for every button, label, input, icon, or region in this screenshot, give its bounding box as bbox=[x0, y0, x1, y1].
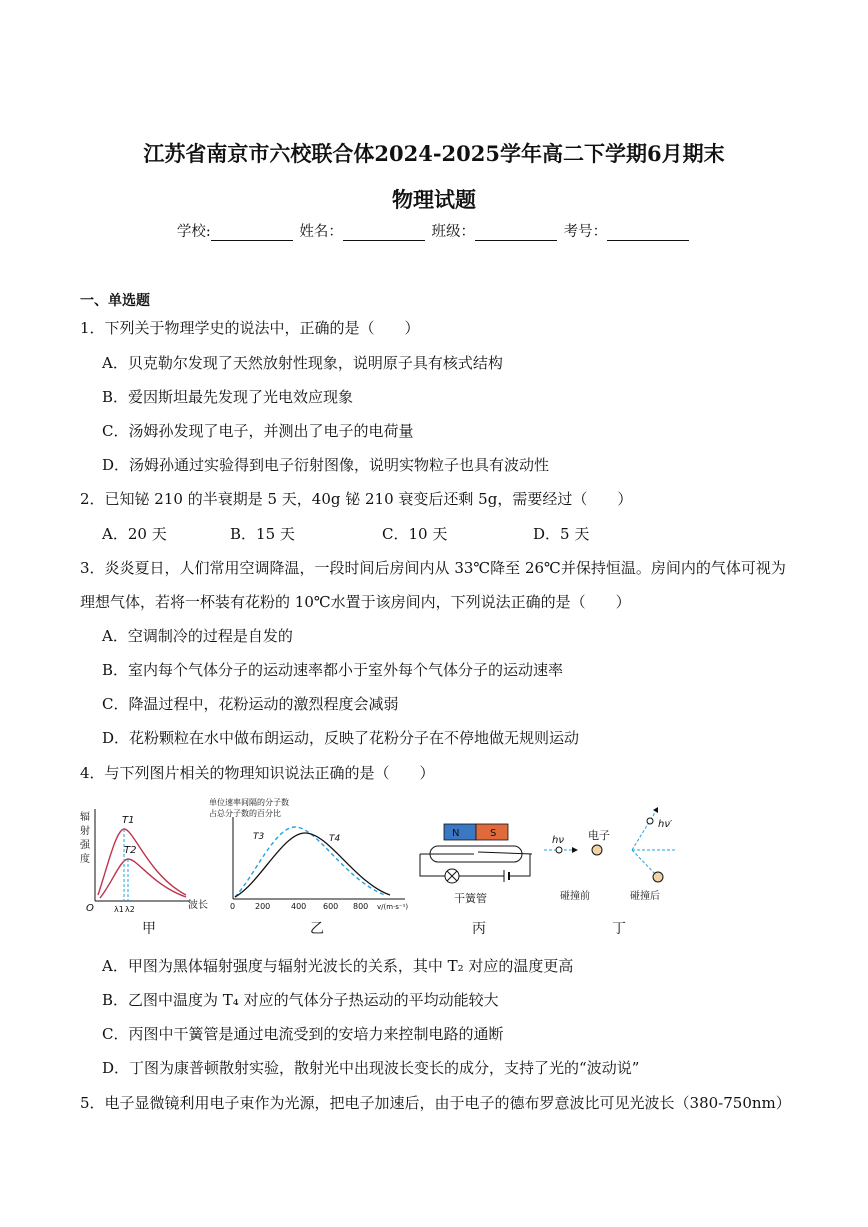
fig-yi-xtick-600: 600 bbox=[323, 902, 339, 911]
fig-ding-before-label: 碰撞前 bbox=[560, 891, 590, 902]
fig-yi-xunit: v/(m·s⁻¹) bbox=[377, 903, 409, 911]
figure-ding-caption: 丁 bbox=[612, 921, 626, 937]
question-3-stem-line2: 理想气体，若将一杯装有花粉的 10℃水置于该房间内，下列说法正确的是（ ） bbox=[80, 593, 631, 611]
fig-bing-magnet-n bbox=[444, 824, 476, 840]
fig-yi-xtick-200: 200 bbox=[255, 902, 271, 911]
fig-jia-ylabel-3: 强 bbox=[80, 840, 90, 851]
field-number-blank[interactable] bbox=[607, 226, 689, 241]
fig-yi-t4: T4 bbox=[329, 834, 341, 844]
fig-bing-reed-right bbox=[478, 852, 532, 854]
fig-ding-arrow-icon bbox=[572, 847, 578, 853]
figure-yi-maxwell bbox=[205, 795, 415, 920]
question-4-option-b: B．乙图中温度为 T₄ 对应的气体分子热运动的平均动能较大 bbox=[102, 991, 499, 1009]
fig-jia-ylabel-4: 度 bbox=[80, 854, 90, 865]
fig-ding-recoil-electron bbox=[653, 872, 663, 882]
fig-ding-hv2: hν′ bbox=[658, 819, 673, 830]
question-5-stem: 5．电子显微镜利用电子束作为光源，把电子加速后，由于电子的德布罗意波比可见光波长（380-750nm） bbox=[80, 1094, 791, 1112]
fig-jia-t2: T2 bbox=[124, 845, 137, 856]
section-title: 一、单选题 bbox=[80, 293, 150, 309]
fig-jia-curve-t1 bbox=[98, 829, 186, 895]
fig-ding-scatter-arrow-icon bbox=[653, 807, 658, 813]
fig-ding-electron bbox=[592, 845, 602, 855]
page-subtitle: 物理试题 bbox=[392, 187, 476, 212]
fig-yi-curve-t4 bbox=[235, 833, 390, 897]
figure-ding-compton bbox=[540, 795, 690, 910]
fig-ding-photon bbox=[556, 847, 562, 853]
figure-bing-reed-switch bbox=[418, 818, 536, 918]
figure-bing-caption: 丙 bbox=[472, 921, 486, 937]
question-2-option-b: B．15 天 bbox=[230, 525, 295, 543]
fig-yi-xtick-800: 800 bbox=[353, 902, 369, 911]
question-1-stem: 1．下列关于物理学史的说法中，正确的是（ ） bbox=[80, 319, 420, 337]
fig-yi-t3: T3 bbox=[253, 832, 265, 842]
student-info-fields bbox=[0, 220, 868, 241]
question-1-option-b: B．爱因斯坦最先发现了光电效应现象 bbox=[102, 388, 354, 406]
page-title: 江苏省南京市六校联合体2024-2025学年高二下学期6月期末 bbox=[143, 141, 725, 166]
fig-ding-after-label: 碰撞后 bbox=[630, 891, 660, 902]
fig-ding-recoil-ray bbox=[632, 850, 658, 877]
field-school-label: 学校: bbox=[176, 224, 211, 240]
fig-yi-ylabel-1: 单位速率间隔的分子数 bbox=[209, 798, 289, 807]
fig-jia-origin: O bbox=[86, 903, 94, 914]
figure-jia-caption: 甲 bbox=[142, 921, 156, 937]
question-2-stem: 2．已知铋 210 的半衰期是 5 天，40g 铋 210 衰变后还剩 5g，需要经过（ ） bbox=[80, 490, 633, 508]
fig-jia-curve-t2 bbox=[100, 859, 186, 898]
fig-jia-t1: T1 bbox=[122, 815, 135, 826]
question-4-option-d: D．丁图为康普顿散射实验，散射光中出现波长变长的成分，支持了光的“波动说” bbox=[102, 1059, 640, 1077]
fig-yi-ylabel-2: 占总分子数的百分比 bbox=[209, 809, 281, 818]
question-4-option-a: A．甲图为黑体辐射强度与辐射光波长的关系，其中 T₂ 对应的温度更高 bbox=[102, 957, 574, 975]
question-1-option-c: C．汤姆孙发现了电子，并测出了电子的电荷量 bbox=[102, 422, 414, 440]
fig-ding-scattered-photon bbox=[647, 818, 653, 824]
fig-ding-electron-label: 电子 bbox=[588, 829, 610, 842]
question-1-option-d: D．汤姆孙通过实验得到电子衍射图像，说明实物粒子也具有波动性 bbox=[102, 456, 550, 474]
question-2-option-a: A．20 天 bbox=[102, 525, 167, 543]
fig-yi-xtick-400: 400 bbox=[291, 902, 307, 911]
fig-jia-ylabel-2: 射 bbox=[80, 826, 90, 837]
question-3-option-a: A．空调制冷的过程是自发的 bbox=[102, 627, 293, 645]
question-4-option-c: C．丙图中干簧管是通过电流受到的安培力来控制电路的通断 bbox=[102, 1025, 504, 1043]
field-name-label: 姓名： bbox=[299, 224, 343, 240]
figure-yi-caption: 乙 bbox=[310, 921, 324, 937]
question-3-stem-line1: 3．炎炎夏日，人们常用空调降温，一段时间后房间内从 33℃降至 26℃并保持恒温。房间内的气体可视为 bbox=[80, 559, 786, 577]
question-3-option-c: C．降温过程中，花粉运动的激烈程度会减弱 bbox=[102, 695, 399, 713]
fig-jia-l2: λ2 bbox=[125, 905, 135, 914]
question-3-option-b: B．室内每个气体分子的运动速率都小于室外每个气体分子的运动速率 bbox=[102, 661, 564, 679]
fig-jia-xlabel: 波长 bbox=[188, 900, 208, 911]
field-school-blank[interactable] bbox=[211, 226, 293, 241]
fig-bing-n-label: N bbox=[452, 828, 460, 839]
figure-jia-blackbody bbox=[78, 805, 213, 935]
question-1-option-a: A．贝克勒尔发现了天然放射性现象，说明原子具有核式结构 bbox=[102, 354, 503, 372]
question-2-option-c: C．10 天 bbox=[382, 525, 448, 543]
question-3-option-d: D．花粉颗粒在水中做布朗运动，反映了花粉分子在不停地做无规则运动 bbox=[102, 729, 580, 747]
fig-bing-circuit bbox=[420, 854, 530, 876]
fig-yi-xtick-0: 0 bbox=[230, 902, 236, 911]
question-2-option-d: D．5 天 bbox=[533, 525, 590, 543]
field-class-label: 班级： bbox=[431, 224, 475, 240]
fig-ding-hv: hν bbox=[552, 835, 564, 846]
fig-jia-ylabel-1: 辐 bbox=[80, 812, 90, 823]
fig-bing-label: 干簧管 bbox=[454, 892, 487, 905]
question-4-stem: 4．与下列图片相关的物理知识说法正确的是（ ） bbox=[80, 764, 435, 782]
field-number-label: 考号： bbox=[563, 224, 608, 240]
fig-ding-scattered-ray bbox=[632, 811, 656, 850]
fig-bing-s-label: S bbox=[490, 828, 497, 839]
fig-jia-l1: λ1 bbox=[114, 905, 124, 914]
field-class-blank[interactable] bbox=[475, 226, 557, 241]
field-name-blank[interactable] bbox=[343, 226, 425, 241]
